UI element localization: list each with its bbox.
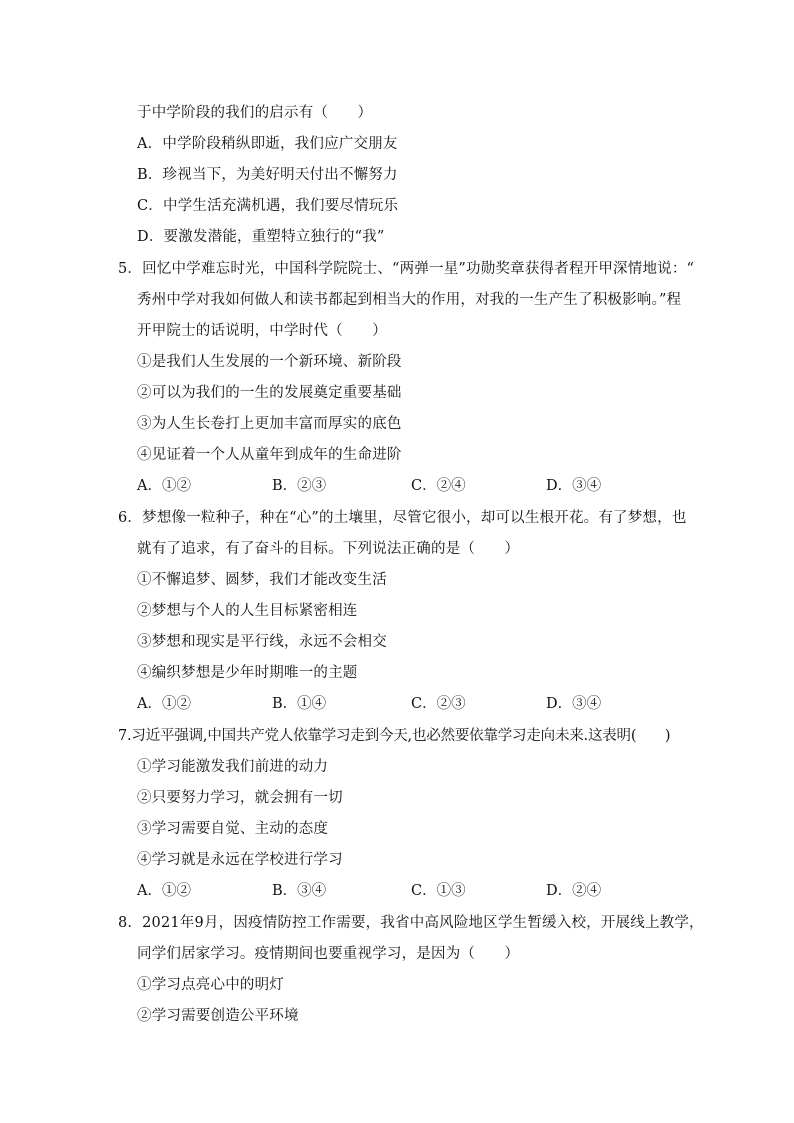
q7-choice-a: A．①② [137, 883, 191, 899]
q5-item-1: ①是我们人生发展的一个新环境、新阶段 [137, 354, 402, 370]
q6-item-2: ②梦想与个人的人生目标紧密相连 [137, 603, 358, 619]
q5-item-2: ②可以为我们的一生的发展奠定重要基础 [137, 385, 402, 401]
q5-item-3: ③为人生长卷打上更加丰富而厚实的底色 [137, 416, 402, 432]
q6-item-4: ④编织梦想是少年时期唯一的主题 [137, 665, 358, 681]
q7-choice-c: C．①③ [411, 883, 466, 899]
q5-stem-line-1: 5．回忆中学难忘时光，中国科学院院士、“两弹一星”功勋奖章获得者程开甲深情地说：“ [118, 261, 695, 277]
q6-item-3: ③梦想和现实是平行线，永远不会相交 [137, 634, 387, 650]
q5-item-4: ④见证着一个人从童年到成年的生命进阶 [137, 447, 402, 463]
q8-stem-line-2: 同学们居家学习。疫情期间也要重视学习，是因为（ ） [137, 946, 520, 962]
q4-stem-tail: 于中学阶段的我们的启示有（ ） [137, 105, 373, 121]
q7-stem-line-1: 7.习近平强调,中国共产党人依靠学习走到今天,也必然要依靠学习走向未来.这表明( ) [118, 728, 671, 744]
q6-stem-line-1: 6．梦想像一粒种子，种在“心”的土壤里，尽管它很小，却可以生根开花。有了梦想，也 [118, 510, 687, 526]
q7-choice-b: B．③④ [272, 883, 327, 899]
q7-item-4: ④学习就是永远在学校进行学习 [137, 852, 343, 868]
q5-stem-line-2: 秀州中学对我如何做人和读书都起到相当大的作用，对我的一生产生了积极影响。”程 [137, 292, 682, 308]
q7-item-2: ②只要努力学习，就会拥有一切 [137, 790, 343, 806]
q7-choice-d: D．②④ [546, 883, 602, 899]
q4-option-d: D．要激发潜能，重塑特立独行的“我” [137, 229, 385, 245]
q4-option-b: B．珍视当下，为美好明天付出不懈努力 [137, 167, 398, 183]
q5-choice-b: B．②③ [272, 478, 327, 494]
q8-item-2: ②学习需要创造公平环境 [137, 1008, 299, 1024]
q6-choice-c: C．②③ [411, 696, 466, 712]
q4-option-a: A．中学阶段稍纵即逝，我们应广交朋友 [137, 136, 398, 152]
q5-choice-a: A．①② [137, 478, 191, 494]
q5-choice-d: D．③④ [546, 478, 602, 494]
q5-choice-c: C．②④ [411, 478, 466, 494]
q6-choice-b: B．①④ [272, 696, 327, 712]
q6-stem-line-2: 就有了追求，有了奋斗的目标。下列说法正确的是（ ） [137, 541, 520, 557]
q6-choice-a: A．①② [137, 696, 191, 712]
q7-item-1: ①学习能激发我们前进的动力 [137, 759, 329, 775]
q7-item-3: ③学习需要自觉、主动的态度 [137, 821, 329, 837]
q6-item-1: ①不懈追梦、圆梦，我们才能改变生活 [137, 572, 387, 588]
q8-item-1: ①学习点亮心中的明灯 [137, 977, 284, 993]
q8-stem-line-1: 8．2021年9月，因疫情防控工作需要，我省中高风险地区学生暂缓入校，开展线上教学， [118, 915, 704, 931]
q5-stem-line-3: 开甲院士的话说明，中学时代（ ） [137, 323, 387, 339]
q4-option-c: C．中学生活充满机遇，我们要尽情玩乐 [137, 198, 399, 214]
q6-choice-d: D．③④ [546, 696, 602, 712]
